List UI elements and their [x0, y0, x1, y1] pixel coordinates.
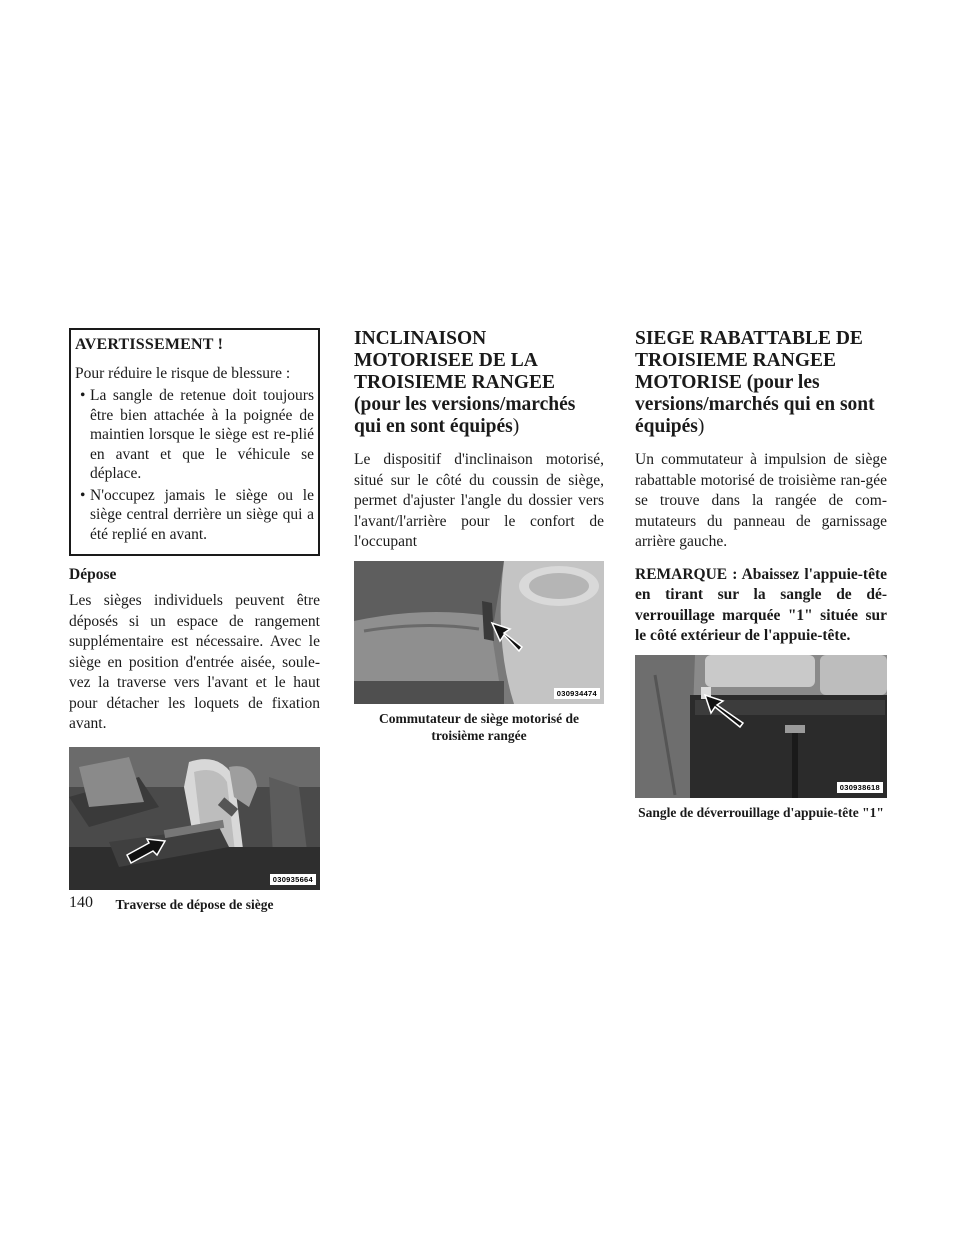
section-paragraph: Le dispositif d'inclinaison motorisé, situé sur le côté du coussin de siège, permet d'ajuster l'angle du dossier vers l'avant/l'arrière pour le confort de l'occupant	[354, 451, 604, 550]
figure-code: 030934474	[554, 688, 600, 699]
section-heading-tail: )	[697, 416, 705, 437]
note-paragraph: REMARQUE : Abaissez l'appuie-tête en tirant sur la sangle de dé-verrouillage marquée "1" située sur le côté extérieur de l'appuie-tête.	[635, 565, 887, 644]
warning-bullet: • La sangle de retenue doit toujours être bien attachée à la poignée de maintien lorsque le siège est re-plié en avant et que le véhicule se déplace.	[75, 386, 314, 484]
column-left	[69, 328, 320, 913]
warning-box	[69, 328, 320, 556]
seat-removal-figure	[69, 747, 320, 890]
section-heading-text: INCLINAISON MOTORISEE DE LA TROISIEME RANGEE (pour les versions/marchés qui en sont équipés	[354, 328, 576, 437]
headrest-strap-figure	[635, 655, 887, 798]
figure-code: 030938618	[837, 782, 883, 793]
warning-bullet: • N'occupez jamais le siège ou le siège central derrière un siège qui a été replié en avant.	[75, 486, 314, 545]
warning-bullet-list	[75, 386, 314, 544]
warning-title: AVERTISSEMENT !	[75, 336, 224, 353]
power-recline-illustration	[354, 561, 604, 704]
depose-paragraph: Les sièges individuels peuvent être déposés si un espace de rangement supplémentaire est nécessaire. Avec le siège en position d'entrée aisée, soule-vez la traverse vers l'avant et le haut pour détacher les loquets de fixation avant.	[69, 592, 320, 732]
column-right	[635, 328, 887, 821]
seat-removal-illustration	[69, 747, 320, 890]
section-heading	[354, 328, 604, 438]
figure-caption: Commutateur de siège motorisé de troisième rangée	[379, 710, 579, 743]
figure-caption: Traverse de dépose de siège	[115, 896, 274, 912]
warning-intro: Pour réduire le risque de blessure :	[75, 365, 291, 382]
section-paragraph: Un commutateur à impulsion de siège rabattable motorisé de troisième ran-gée se trouve dans la rangée de com-mutateurs du panneau de garnissage arrière gauche.	[635, 451, 887, 550]
power-recline-figure	[354, 561, 604, 704]
section-heading-text: SIEGE RABATTABLE DE TROISIEME RANGEE MOTORISE (pour les versions/marchés qui en sont équipés	[635, 328, 875, 437]
depose-heading: Dépose	[69, 566, 117, 583]
figure-caption: Sangle de déverrouillage d'appuie-tête "1"	[638, 804, 884, 820]
page-number: 140	[69, 894, 93, 911]
figure-code: 030935664	[270, 874, 316, 885]
headrest-strap-illustration	[635, 655, 887, 798]
column-middle	[354, 328, 604, 744]
section-heading-tail: )	[512, 416, 520, 437]
section-heading	[635, 328, 887, 438]
